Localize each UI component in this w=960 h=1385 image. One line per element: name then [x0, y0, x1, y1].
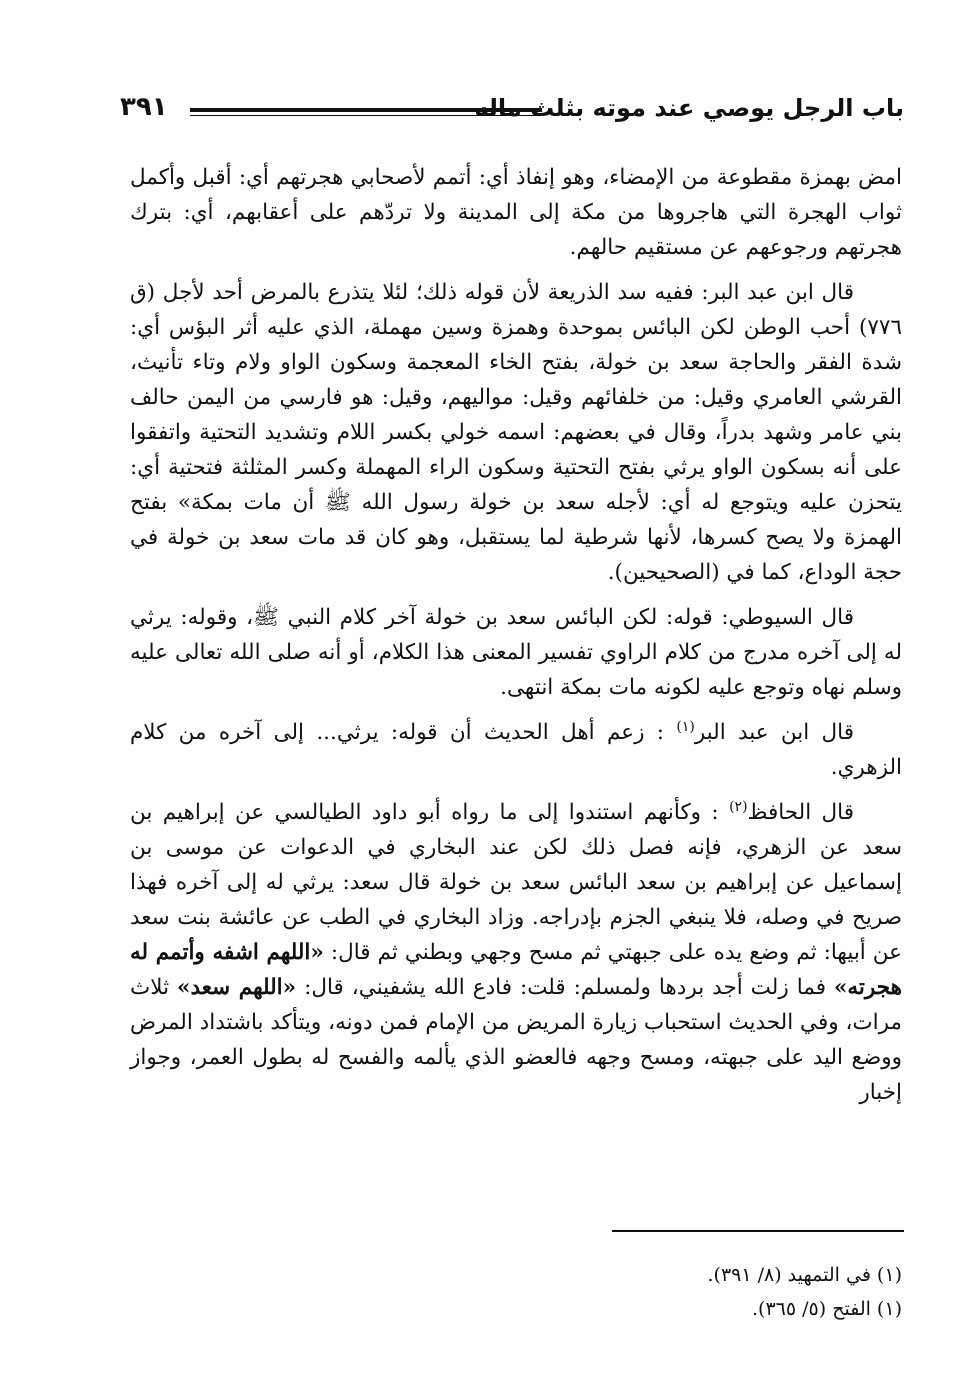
footnote-1: (١) في التمهيد (٨/ ٣٩١).: [707, 1264, 902, 1286]
p5-text-b: فما زلت أجد بردها ولمسلم: قلت: فادع الله يشفيني، قال:: [304, 975, 826, 1000]
page-number: ٣٩١: [120, 92, 168, 122]
p4-end: : زعم أهل الحديث أن قوله: يرثي... إلى آخره من كلام الزهري.: [130, 720, 902, 780]
p5-start: قال الحافظ: [747, 800, 854, 825]
paragraph-3: قال السيوطي: قوله: لكن البائس سعد بن خولة آخر كلام النبي ﷺ، وقوله: يرثي له إلى آخره مدرج من كلام الراوي تفسير المعنى هذا الكلام، أو أنه صلى الله تعالى عليه وسلم نهاه وتوجع عليه لكونه مات بمكة انتهى.: [130, 605, 902, 700]
hadith-quote-1: «اللهم اشفه وأتمم له هجرته»: [130, 940, 902, 1000]
main-text: [130, 160, 902, 1120]
header-rule: [190, 108, 542, 116]
paragraph-2: قال ابن عبد البر: ففيه سد الذريعة لأن قوله ذلك؛ لئلا يتذرع بالمرض أحد لأجل (ق ٧٧٦) أحب الوطن لكن البائس بموحدة وهمزة وسين مهملة، الذي عليه أثر البؤس أي: شدة الفقر والحاجة سعد بن خولة، بفتح الخاء المعجمة وسكون الواو ولام وتاء تأنيث، القرشي العامري وقيل: من خلفائهم وقيل: مواليهم، وقيل: هو فارسي من اليمن حالف بني عامر وشهد بدراً، وقال في بعضهم: اسمه خولي بكسر اللام وتشديد التحتية واتفقوا على أنه بسكون الواو يرثي بفتح التحتية وسكون الراء المهملة وكسر المثلثة فتحتية أي: يتحزن عليه ويتوجع له أي: لأجله سعد بن خولة رسول الله ﷺ أن مات بمكة» بفتح الهمزة ولا يصح كسرها، لأنها شرطية لما يستقبل، وهو كان قد مات سعد بن خولة في حجة الوداع، كما في (الصحيحين).: [130, 280, 902, 585]
footnote-separator: [612, 1230, 904, 1232]
paragraph-4: [130, 715, 902, 785]
p5-text-a: : وكأنهم استندوا إلى ما رواه أبو داود الطيالسي عن إبراهيم بن سعد عن الزهري، فإنه فصل ذلك لكن عند البخاري في الدعوات عن موسى بن إسماعيل عن إبراهيم بن سعد البائس سعد بن خولة قال سعد: يرثي له إلى آخره فهذا صريح في وصله، فلا ينبغي الجزم بإدراجه. وزاد البخاري في الطب عن عائشة بنت سعد عن أبيها: ثم وضع يده على جبهتي ثم مسح وجهي وبطني ثم قال:: [130, 800, 902, 965]
paragraph-1: امض بهمزة مقطوعة من الإمضاء، وهو إنفاذ أي: أتمم لأصحابي هجرتهم أي: أقبل وأكمل ثواب الهجرة التي هاجروها من مكة إلى المدينة ولا تردّهم على أعقابهم، أي: بترك هجرتهم ورجوعهم عن مستقيم حالهم.: [130, 165, 902, 260]
page-header: [118, 90, 904, 134]
hadith-quote-2: «اللهم سعد»: [177, 975, 297, 1000]
p4-start: قال ابن عبد البر: [694, 720, 854, 745]
footnotes: [502, 1258, 902, 1326]
running-title: باب الرجل يوصي عند موته بثلث ماله: [474, 94, 904, 122]
footnote-2: (١) الفتح (٥/ ٣٦٥).: [752, 1298, 902, 1320]
footnote-ref-2: (٢): [729, 798, 748, 815]
footnote-ref-1: (١): [676, 718, 695, 735]
paragraph-5: [130, 795, 902, 1110]
p5-text-c: ثلاث مرات، وفي الحديث استحباب زيارة المريض من الإمام فمن دونه، ويتأكد باشتداد المرض ووضع اليد على جبهته، ومسح وجهه فالعضو الذي يألمه والفسح له بطول العمر، وجواز إخبار: [130, 975, 902, 1105]
